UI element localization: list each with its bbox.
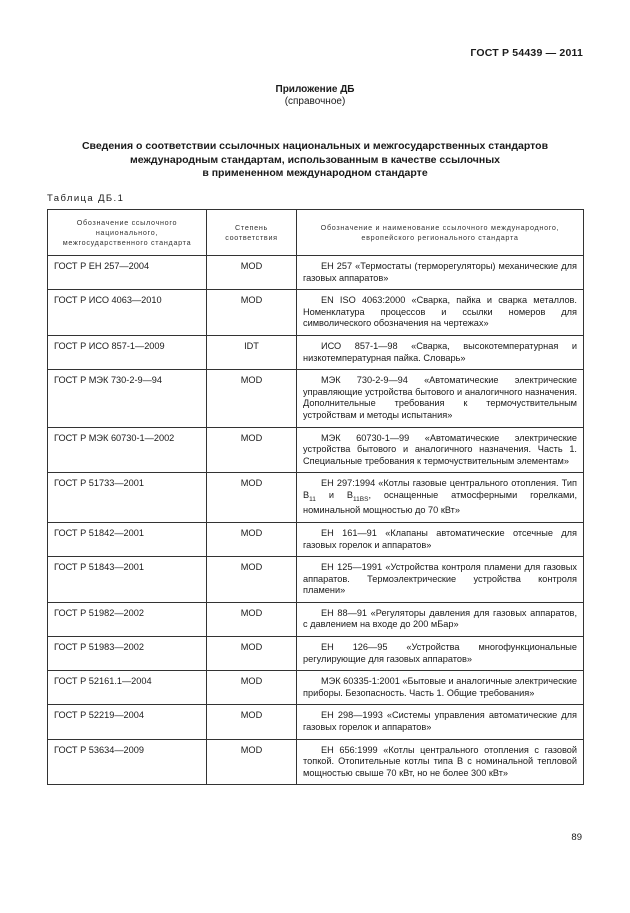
degree-cell: MOD (207, 473, 297, 523)
table-row (48, 522, 584, 556)
international-standard-cell (297, 705, 584, 739)
column-header-reference-standard: Обозначение ссылочного национального, межгосударственного стандарта (48, 210, 207, 256)
international-standard-text: ЕН 126—95 «Устройства многофункциональные регулирующие для газовых аппаратов» (303, 642, 577, 664)
page-number: 89 (571, 832, 582, 843)
table-caption: Таблица ДБ.1 (47, 193, 125, 204)
section-title (47, 140, 583, 181)
international-standard-text-part: , оснащенные атмосферными горелками, номинальной мощностью до 70 кВт» (303, 489, 577, 516)
degree-cell: MOD (207, 637, 297, 671)
appendix-heading (0, 84, 630, 108)
international-standard-cell (297, 473, 584, 523)
international-standard-text: ЕН 88—91 «Регуляторы давления для газовых аппаратов, с давлением на входе до 200 мБар» (303, 607, 577, 630)
international-standard-text-part: и B (315, 489, 354, 500)
degree-cell: MOD (207, 370, 297, 427)
international-standard-text: МЭК 60730-1—99 «Автоматические электрические устройства бытового и аналогичного назначения. Часть 1. Специальные требования к термочуствительным элементам» (303, 432, 577, 466)
international-standard-cell (297, 256, 584, 290)
reference-standard-cell: ГОСТ Р ИСО 857-1—2009 (48, 335, 207, 369)
degree-cell: MOD (207, 427, 297, 473)
international-standard-cell (297, 427, 584, 473)
subscript-type-11: 11 (309, 495, 316, 503)
reference-standard-cell: ГОСТ Р ЕН 257—2004 (48, 256, 207, 290)
reference-standard-cell: ГОСТ Р ИСО 4063—2010 (48, 290, 207, 336)
international-standard-text: ЕН 257 «Термостаты (терморегуляторы) механические для газовых аппаратов» (303, 261, 577, 283)
degree-cell: MOD (207, 602, 297, 636)
column-header-degree: Степень соответствия (207, 210, 297, 256)
international-standard-text: МЭК 730-2-9—94 «Автоматические электрические управляющие устройства бытового и аналогичного назначения. Дополнительные требования к термочуствительным устройствам и методы испытания» (303, 375, 577, 420)
international-standard-cell (297, 637, 584, 671)
international-standard-text: EN ISO 4063:2000 «Сварка, пайка и сварка металлов. Номенклатура процессов и ссылки номеров для символического обозначения на чертежах» (303, 295, 577, 329)
section-title-line-1: Сведения о соответствии ссылочных национальных и межгосударственных стандартов (81, 140, 549, 152)
international-standard-cell (297, 739, 584, 785)
international-standard-text: МЭК 60335-1:2001 «Бытовые и аналогичные электрические приборы. Безопасность. Часть 1. Общие требования» (303, 676, 577, 698)
reference-standard-cell: ГОСТ Р 51983—2002 (48, 637, 207, 671)
table-row (48, 473, 584, 523)
table-row (48, 705, 584, 739)
reference-standard-cell: ГОСТ Р 52219—2004 (48, 705, 207, 739)
table-row (48, 290, 584, 336)
international-standard-cell (297, 290, 584, 336)
degree-cell: IDT (207, 335, 297, 369)
international-standard-cell (297, 602, 584, 636)
international-standard-text: ЕН 161—91 «Клапаны автоматические отсечные для газовых горелок и аппаратов» (303, 527, 577, 550)
table-row (48, 370, 584, 427)
table-header-row (48, 210, 584, 256)
international-standard-text: ЕН 656:1999 «Котлы центрального отопления с газовой топкой. Отопительные котлы типа B с номинальной тепловой мощностью свыше 70 кВт, но не более 300 кВт» (303, 744, 577, 778)
table-row (48, 739, 584, 785)
degree-cell: MOD (207, 557, 297, 603)
international-standard-text: ИСО 857-1—98 «Сварка, высокотемпературная и низкотемпературная пайка. Словарь» (303, 340, 577, 363)
degree-cell: MOD (207, 705, 297, 739)
reference-standard-cell: ГОСТ Р МЭК 730-2-9—94 (48, 370, 207, 427)
international-standard-text: ЕН 125—1991 «Устройства контроля пламени для газовых аппаратов. Термоэлектрические устройства контроля пламени» (303, 562, 577, 596)
section-title-line-2: международным стандартам, использованным в качестве ссылочных (129, 153, 500, 166)
international-standard-cell (297, 557, 584, 603)
degree-cell: MOD (207, 256, 297, 290)
table-row (48, 671, 584, 705)
table-row (48, 557, 584, 603)
table-row (48, 256, 584, 290)
international-standard-cell (297, 671, 584, 705)
table-row (48, 637, 584, 671)
table-row (48, 427, 584, 473)
column-header-international-standard: Обозначение и наименование ссылочного международного, европейского регионального стандарта (297, 210, 584, 256)
correspondence-table (47, 209, 584, 785)
degree-cell: MOD (207, 290, 297, 336)
degree-cell: MOD (207, 522, 297, 556)
international-standard-text: ЕН 298—1993 «Системы управления автоматические для газовых горелок и аппаратов» (303, 710, 577, 733)
reference-standard-cell: ГОСТ Р МЭК 60730-1—2002 (48, 427, 207, 473)
subscript-type-11bs: 11BS (353, 495, 369, 503)
table-row (48, 335, 584, 369)
appendix-title: Приложение ДБ (275, 84, 355, 95)
reference-standard-cell: ГОСТ Р 51843—2001 (48, 557, 207, 603)
reference-standard-cell: ГОСТ Р 52161.1—2004 (48, 671, 207, 705)
document-standard-number: ГОСТ Р 54439 — 2011 (470, 47, 583, 59)
appendix-subtitle: (справочное) (284, 96, 346, 107)
reference-standard-cell: ГОСТ Р 51733—2001 (48, 473, 207, 523)
international-standard-cell (297, 335, 584, 369)
reference-standard-cell: ГОСТ Р 51842—2001 (48, 522, 207, 556)
degree-cell: MOD (207, 671, 297, 705)
table-row (48, 602, 584, 636)
international-standard-cell (297, 522, 584, 556)
reference-standard-cell: ГОСТ Р 51982—2002 (48, 602, 207, 636)
degree-cell: MOD (207, 739, 297, 785)
section-title-line-3: в примененном международном стандарте (202, 167, 428, 179)
reference-standard-cell: ГОСТ Р 53634—2009 (48, 739, 207, 785)
international-standard-text-part: ЕН 297:1994 «Котлы газовые центрального отопления. Тип B (303, 478, 577, 500)
international-standard-cell (297, 370, 584, 427)
